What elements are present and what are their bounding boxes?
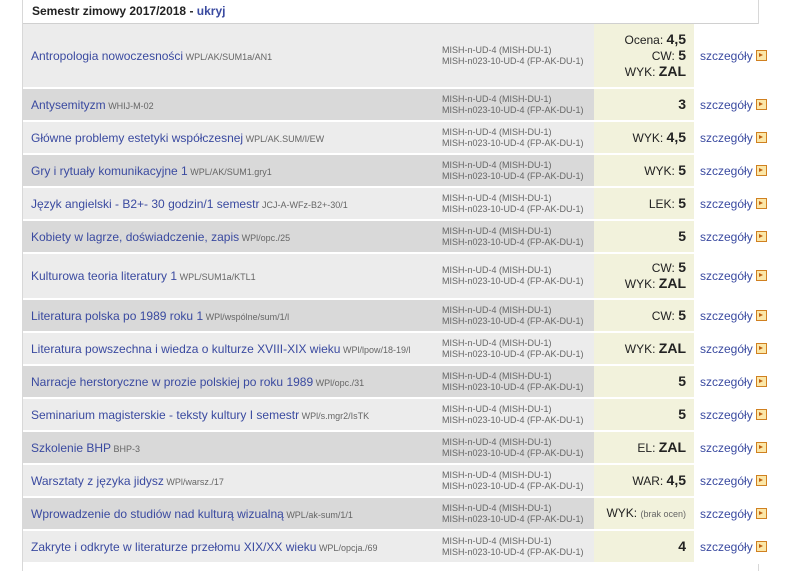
program-code: MISH-n-UD-4 (MISH-DU-1) xyxy=(442,93,552,104)
grade-cell xyxy=(594,431,694,464)
grade-cell xyxy=(594,464,694,497)
details-cell xyxy=(694,121,780,154)
details-link[interactable]: szczegóły xyxy=(700,130,753,145)
details-cell xyxy=(694,88,780,121)
course-code: WPl/lpow/18-19/l xyxy=(340,344,411,355)
grade-line xyxy=(594,374,686,390)
expand-arrow-icon[interactable] xyxy=(756,409,767,420)
program-codes-cell xyxy=(436,88,594,121)
details-cell xyxy=(694,464,780,497)
course-link[interactable]: Literatura polska po 1989 roku 1 xyxy=(31,308,204,323)
details-cell xyxy=(694,530,780,563)
program-code: MISH-n023-10-UD-4 (FP-AK-DU-1) xyxy=(442,137,584,148)
semester-panel xyxy=(22,0,759,571)
grade-cell xyxy=(594,299,694,332)
grade-value: ZAL xyxy=(658,339,686,356)
details-link[interactable]: szczegóły xyxy=(700,473,753,488)
expand-arrow-icon[interactable] xyxy=(756,541,767,552)
grade-value: 5 xyxy=(678,405,686,422)
program-codes-cell xyxy=(436,497,594,530)
grade-label: WYK: xyxy=(644,163,679,178)
course-name-cell xyxy=(23,220,436,253)
program-code: MISH-n-UD-4 (MISH-DU-1) xyxy=(442,44,552,55)
course-name-cell xyxy=(23,121,436,154)
grade-line xyxy=(594,539,686,555)
expand-arrow-icon[interactable] xyxy=(756,99,767,110)
grade-line xyxy=(594,506,686,522)
course-code: WPl/s.mgr2/IsTK xyxy=(299,410,370,421)
details-link[interactable]: szczegóły xyxy=(700,229,753,244)
course-name-cell xyxy=(23,431,436,464)
program-code: MISH-n023-10-UD-4 (FP-AK-DU-1) xyxy=(442,315,584,326)
expand-arrow-icon[interactable] xyxy=(756,132,767,143)
expand-arrow-icon[interactable] xyxy=(756,376,767,387)
grade-value: 3 xyxy=(678,95,686,112)
course-row xyxy=(23,332,780,365)
details-link[interactable]: szczegóły xyxy=(700,196,753,211)
program-code: MISH-n-UD-4 (MISH-DU-1) xyxy=(442,469,552,480)
grade-line xyxy=(594,341,686,357)
program-code: MISH-n023-10-UD-4 (FP-AK-DU-1) xyxy=(442,55,584,66)
program-codes-cell xyxy=(436,299,594,332)
details-cell xyxy=(694,24,780,88)
grade-value: 5 xyxy=(678,372,686,389)
program-codes-cell xyxy=(436,431,594,464)
expand-arrow-icon[interactable] xyxy=(756,343,767,354)
course-name-cell xyxy=(23,332,436,365)
course-code: WPl/warsz./17 xyxy=(163,476,224,487)
grade-value: ZAL xyxy=(658,275,686,291)
courses-table xyxy=(23,24,780,564)
program-code: MISH-n-UD-4 (MISH-DU-1) xyxy=(442,403,552,414)
grade-label: WYK: xyxy=(624,277,659,291)
course-row xyxy=(23,299,780,332)
course-code: WPL/AK/SUM1a/AN1 xyxy=(183,51,273,62)
grade-cell xyxy=(594,497,694,530)
course-row xyxy=(23,220,780,253)
expand-arrow-icon[interactable] xyxy=(756,310,767,321)
expand-arrow-icon[interactable] xyxy=(756,508,767,519)
grade-label: WYK: xyxy=(606,505,641,520)
grade-label: CW: xyxy=(651,308,679,323)
expand-arrow-icon[interactable] xyxy=(756,231,767,242)
grade-value: 5 xyxy=(678,259,686,275)
program-code: MISH-n023-10-UD-4 (FP-AK-DU-1) xyxy=(442,513,584,524)
grade-value: 4,5 xyxy=(666,128,686,145)
program-code: MISH-n-UD-4 (MISH-DU-1) xyxy=(442,225,552,236)
course-name-cell xyxy=(23,497,436,530)
program-codes-cell xyxy=(436,253,594,299)
course-code: WPL/opcja./69 xyxy=(316,542,378,553)
details-cell xyxy=(694,253,780,299)
details-link[interactable]: szczegóły xyxy=(700,269,753,283)
course-code: WPl/opc./25 xyxy=(239,232,291,243)
course-code: WPL/SUM1a/KTL1 xyxy=(177,272,256,282)
grade-line xyxy=(594,407,686,423)
details-link[interactable]: szczegóły xyxy=(700,48,753,63)
course-name-cell xyxy=(23,530,436,563)
course-row xyxy=(23,121,780,154)
hide-toggle-link[interactable]: ukryj xyxy=(196,4,226,18)
details-cell xyxy=(694,154,780,187)
course-row xyxy=(23,365,780,398)
course-code: BHP-3 xyxy=(111,443,141,454)
grade-cell xyxy=(594,253,694,299)
course-name-cell xyxy=(23,299,436,332)
grade-line xyxy=(594,97,686,113)
course-name-cell xyxy=(23,154,436,187)
program-codes-cell xyxy=(436,121,594,154)
grade-cell xyxy=(594,187,694,220)
program-code: MISH-n023-10-UD-4 (FP-AK-DU-1) xyxy=(442,170,584,181)
grade-cell xyxy=(594,332,694,365)
grade-line xyxy=(594,440,686,456)
course-row xyxy=(23,497,780,530)
course-link[interactable]: Kobiety w lagrze, doświadczenie, zapis xyxy=(31,229,240,244)
semester-header: Semestr zimowy 2017/2018 - ukryj xyxy=(23,0,758,24)
course-row xyxy=(23,154,780,187)
course-name-cell xyxy=(23,88,436,121)
course-link[interactable]: Literatura powszechna i wiedza o kulturze XVIII-XIX wieku xyxy=(31,341,341,356)
expand-arrow-icon[interactable] xyxy=(756,198,767,209)
grade-line xyxy=(594,130,686,146)
grade-note: (brak ocen) xyxy=(640,508,686,519)
program-code: MISH-n023-10-UD-4 (FP-AK-DU-1) xyxy=(442,104,584,115)
course-code: WPl/wspólne/sum/1/l xyxy=(203,311,290,322)
details-link[interactable]: szczegóły xyxy=(700,341,753,356)
grade-cell xyxy=(594,398,694,431)
course-link[interactable]: Główne problemy estetyki współczesnej xyxy=(31,130,244,145)
grade-line xyxy=(594,32,686,48)
grade-value: 4,5 xyxy=(666,471,686,488)
course-code: WPL/AK/SUM1.gry1 xyxy=(187,166,272,177)
details-link[interactable]: szczegóły xyxy=(700,374,753,389)
program-code: MISH-n-UD-4 (MISH-DU-1) xyxy=(442,502,552,513)
course-name-cell xyxy=(23,24,436,88)
details-cell xyxy=(694,431,780,464)
grade-line xyxy=(594,163,686,179)
course-name-cell xyxy=(23,187,436,220)
expand-arrow-icon[interactable] xyxy=(756,442,767,453)
grade-value: 5 xyxy=(678,227,686,244)
program-code: MISH-n-UD-4 (MISH-DU-1) xyxy=(442,265,552,275)
program-codes-cell xyxy=(436,220,594,253)
course-row xyxy=(23,88,780,121)
program-code: MISH-n-UD-4 (MISH-DU-1) xyxy=(442,304,552,315)
program-code: MISH-n-UD-4 (MISH-DU-1) xyxy=(442,436,552,447)
details-cell xyxy=(694,299,780,332)
details-cell xyxy=(694,187,780,220)
grade-value: 5 xyxy=(678,306,686,323)
grade-value: 4 xyxy=(678,537,686,554)
program-code: MISH-n023-10-UD-4 (FP-AK-DU-1) xyxy=(442,480,584,491)
course-link[interactable]: Zakryte i odkryte w literaturze przełomu XIX/XX wieku xyxy=(31,539,317,554)
course-row xyxy=(23,187,780,220)
program-code: MISH-n-UD-4 (MISH-DU-1) xyxy=(442,192,552,203)
grade-cell xyxy=(594,121,694,154)
course-row xyxy=(23,24,780,88)
program-codes-cell xyxy=(436,154,594,187)
course-code: WPl/opc./31 xyxy=(313,377,365,388)
course-name-cell xyxy=(23,253,436,299)
program-codes-cell xyxy=(436,24,594,88)
details-link[interactable]: szczegóły xyxy=(700,440,753,455)
details-cell xyxy=(694,497,780,530)
grade-label: CW: xyxy=(651,261,679,275)
grade-cell xyxy=(594,154,694,187)
details-link[interactable]: szczegóły xyxy=(700,539,753,554)
details-cell xyxy=(694,220,780,253)
grade-line xyxy=(594,260,686,276)
grade-label: WYK: xyxy=(624,64,659,79)
semester-title: Semestr zimowy 2017/2018 xyxy=(32,4,187,18)
program-codes-cell xyxy=(436,187,594,220)
grade-label: WYK: xyxy=(632,130,667,145)
grade-value: 5 xyxy=(678,194,686,211)
program-code: MISH-n023-10-UD-4 (FP-AK-DU-1) xyxy=(442,414,584,425)
grade-label: CW: xyxy=(651,48,679,63)
grade-line xyxy=(594,308,686,324)
details-link[interactable]: szczegóły xyxy=(700,506,753,521)
course-link[interactable]: Antropologia nowoczesności xyxy=(31,48,184,63)
course-code: WPL/ak-sum/1/1 xyxy=(283,509,353,520)
details-link[interactable]: szczegóły xyxy=(700,97,753,112)
grade-value: 4,5 xyxy=(666,30,686,47)
course-link[interactable]: Seminarium magisterskie - teksty kultury I semestr xyxy=(31,407,300,422)
course-link[interactable]: Gry i rytuały komunikacyjne 1 xyxy=(31,163,188,178)
program-code: MISH-n023-10-UD-4 (FP-AK-DU-1) xyxy=(442,381,584,392)
grade-label: WAR: xyxy=(632,473,667,488)
expand-arrow-icon[interactable] xyxy=(756,475,767,486)
grade-cell xyxy=(594,220,694,253)
course-code: WHIJ-M-02 xyxy=(105,100,154,111)
program-code: MISH-n-UD-4 (MISH-DU-1) xyxy=(442,126,552,137)
program-code: MISH-n023-10-UD-4 (FP-AK-DU-1) xyxy=(442,276,584,286)
course-name-cell xyxy=(23,464,436,497)
course-code: WPL/AK.SUM/I/EW xyxy=(243,133,325,144)
grade-label: Ocena: xyxy=(624,32,667,47)
grade-value: 5 xyxy=(678,46,686,63)
expand-arrow-icon[interactable] xyxy=(756,165,767,176)
details-cell xyxy=(694,365,780,398)
program-code: MISH-n-UD-4 (MISH-DU-1) xyxy=(442,337,552,348)
program-code: MISH-n-UD-4 (MISH-DU-1) xyxy=(442,159,552,170)
grade-cell xyxy=(594,365,694,398)
program-codes-cell xyxy=(436,398,594,431)
grade-cell xyxy=(594,530,694,563)
grade-line xyxy=(594,229,686,245)
program-code: MISH-n-UD-4 (MISH-DU-1) xyxy=(442,370,552,381)
grade-value: ZAL xyxy=(658,62,686,79)
grade-line xyxy=(594,276,686,292)
course-code: JCJ-A-WFz-B2+-30/1 xyxy=(259,199,348,210)
program-code: MISH-n023-10-UD-4 (FP-AK-DU-1) xyxy=(442,203,584,214)
grade-value: 5 xyxy=(678,161,686,178)
details-cell xyxy=(694,332,780,365)
program-code: MISH-n-UD-4 (MISH-DU-1) xyxy=(442,535,552,546)
details-link[interactable]: szczegóły xyxy=(700,308,753,323)
program-code: MISH-n023-10-UD-4 (FP-AK-DU-1) xyxy=(442,348,584,359)
details-cell xyxy=(694,398,780,431)
course-row xyxy=(23,530,780,563)
grade-line xyxy=(594,196,686,212)
program-codes-cell xyxy=(436,464,594,497)
course-link[interactable]: Wprowadzenie do studiów nad kulturą wizualną xyxy=(31,506,284,521)
course-link[interactable]: Narracje herstoryczne w prozie polskiej po roku 1989 xyxy=(31,374,314,389)
grade-line xyxy=(594,64,686,80)
program-codes-cell xyxy=(436,365,594,398)
course-link[interactable]: Warsztaty z języka jidysz xyxy=(31,473,164,488)
details-link[interactable]: szczegóły xyxy=(700,163,753,178)
program-codes-cell xyxy=(436,530,594,563)
program-codes-cell xyxy=(436,332,594,365)
course-row xyxy=(23,464,780,497)
program-code: MISH-n023-10-UD-4 (FP-AK-DU-1) xyxy=(442,447,584,458)
details-link[interactable]: szczegóły xyxy=(700,407,753,422)
course-row xyxy=(23,398,780,431)
course-link[interactable]: Kulturowa teoria literatury 1 xyxy=(31,269,178,283)
course-name-cell xyxy=(23,398,436,431)
grade-cell xyxy=(594,88,694,121)
grade-label: EL: xyxy=(637,440,659,455)
grade-line xyxy=(594,473,686,489)
program-code: MISH-n023-10-UD-4 (FP-AK-DU-1) xyxy=(442,546,584,557)
program-code: MISH-n023-10-UD-4 (FP-AK-DU-1) xyxy=(442,236,584,247)
course-row xyxy=(23,253,780,299)
course-link[interactable]: Język angielski - B2+- 30 godzin/1 semestr xyxy=(31,196,260,211)
grade-label: WYK: xyxy=(624,341,659,356)
expand-arrow-icon[interactable] xyxy=(756,50,767,61)
course-row xyxy=(23,431,780,464)
course-name-cell xyxy=(23,365,436,398)
grade-value: ZAL xyxy=(658,438,686,455)
grade-line xyxy=(594,48,686,64)
expand-arrow-icon[interactable] xyxy=(756,270,767,281)
course-link[interactable]: Szkolenie BHP xyxy=(31,440,112,455)
course-link[interactable]: Antysemityzm xyxy=(31,97,106,112)
grade-cell xyxy=(594,24,694,88)
grade-label: LEK: xyxy=(648,196,679,211)
